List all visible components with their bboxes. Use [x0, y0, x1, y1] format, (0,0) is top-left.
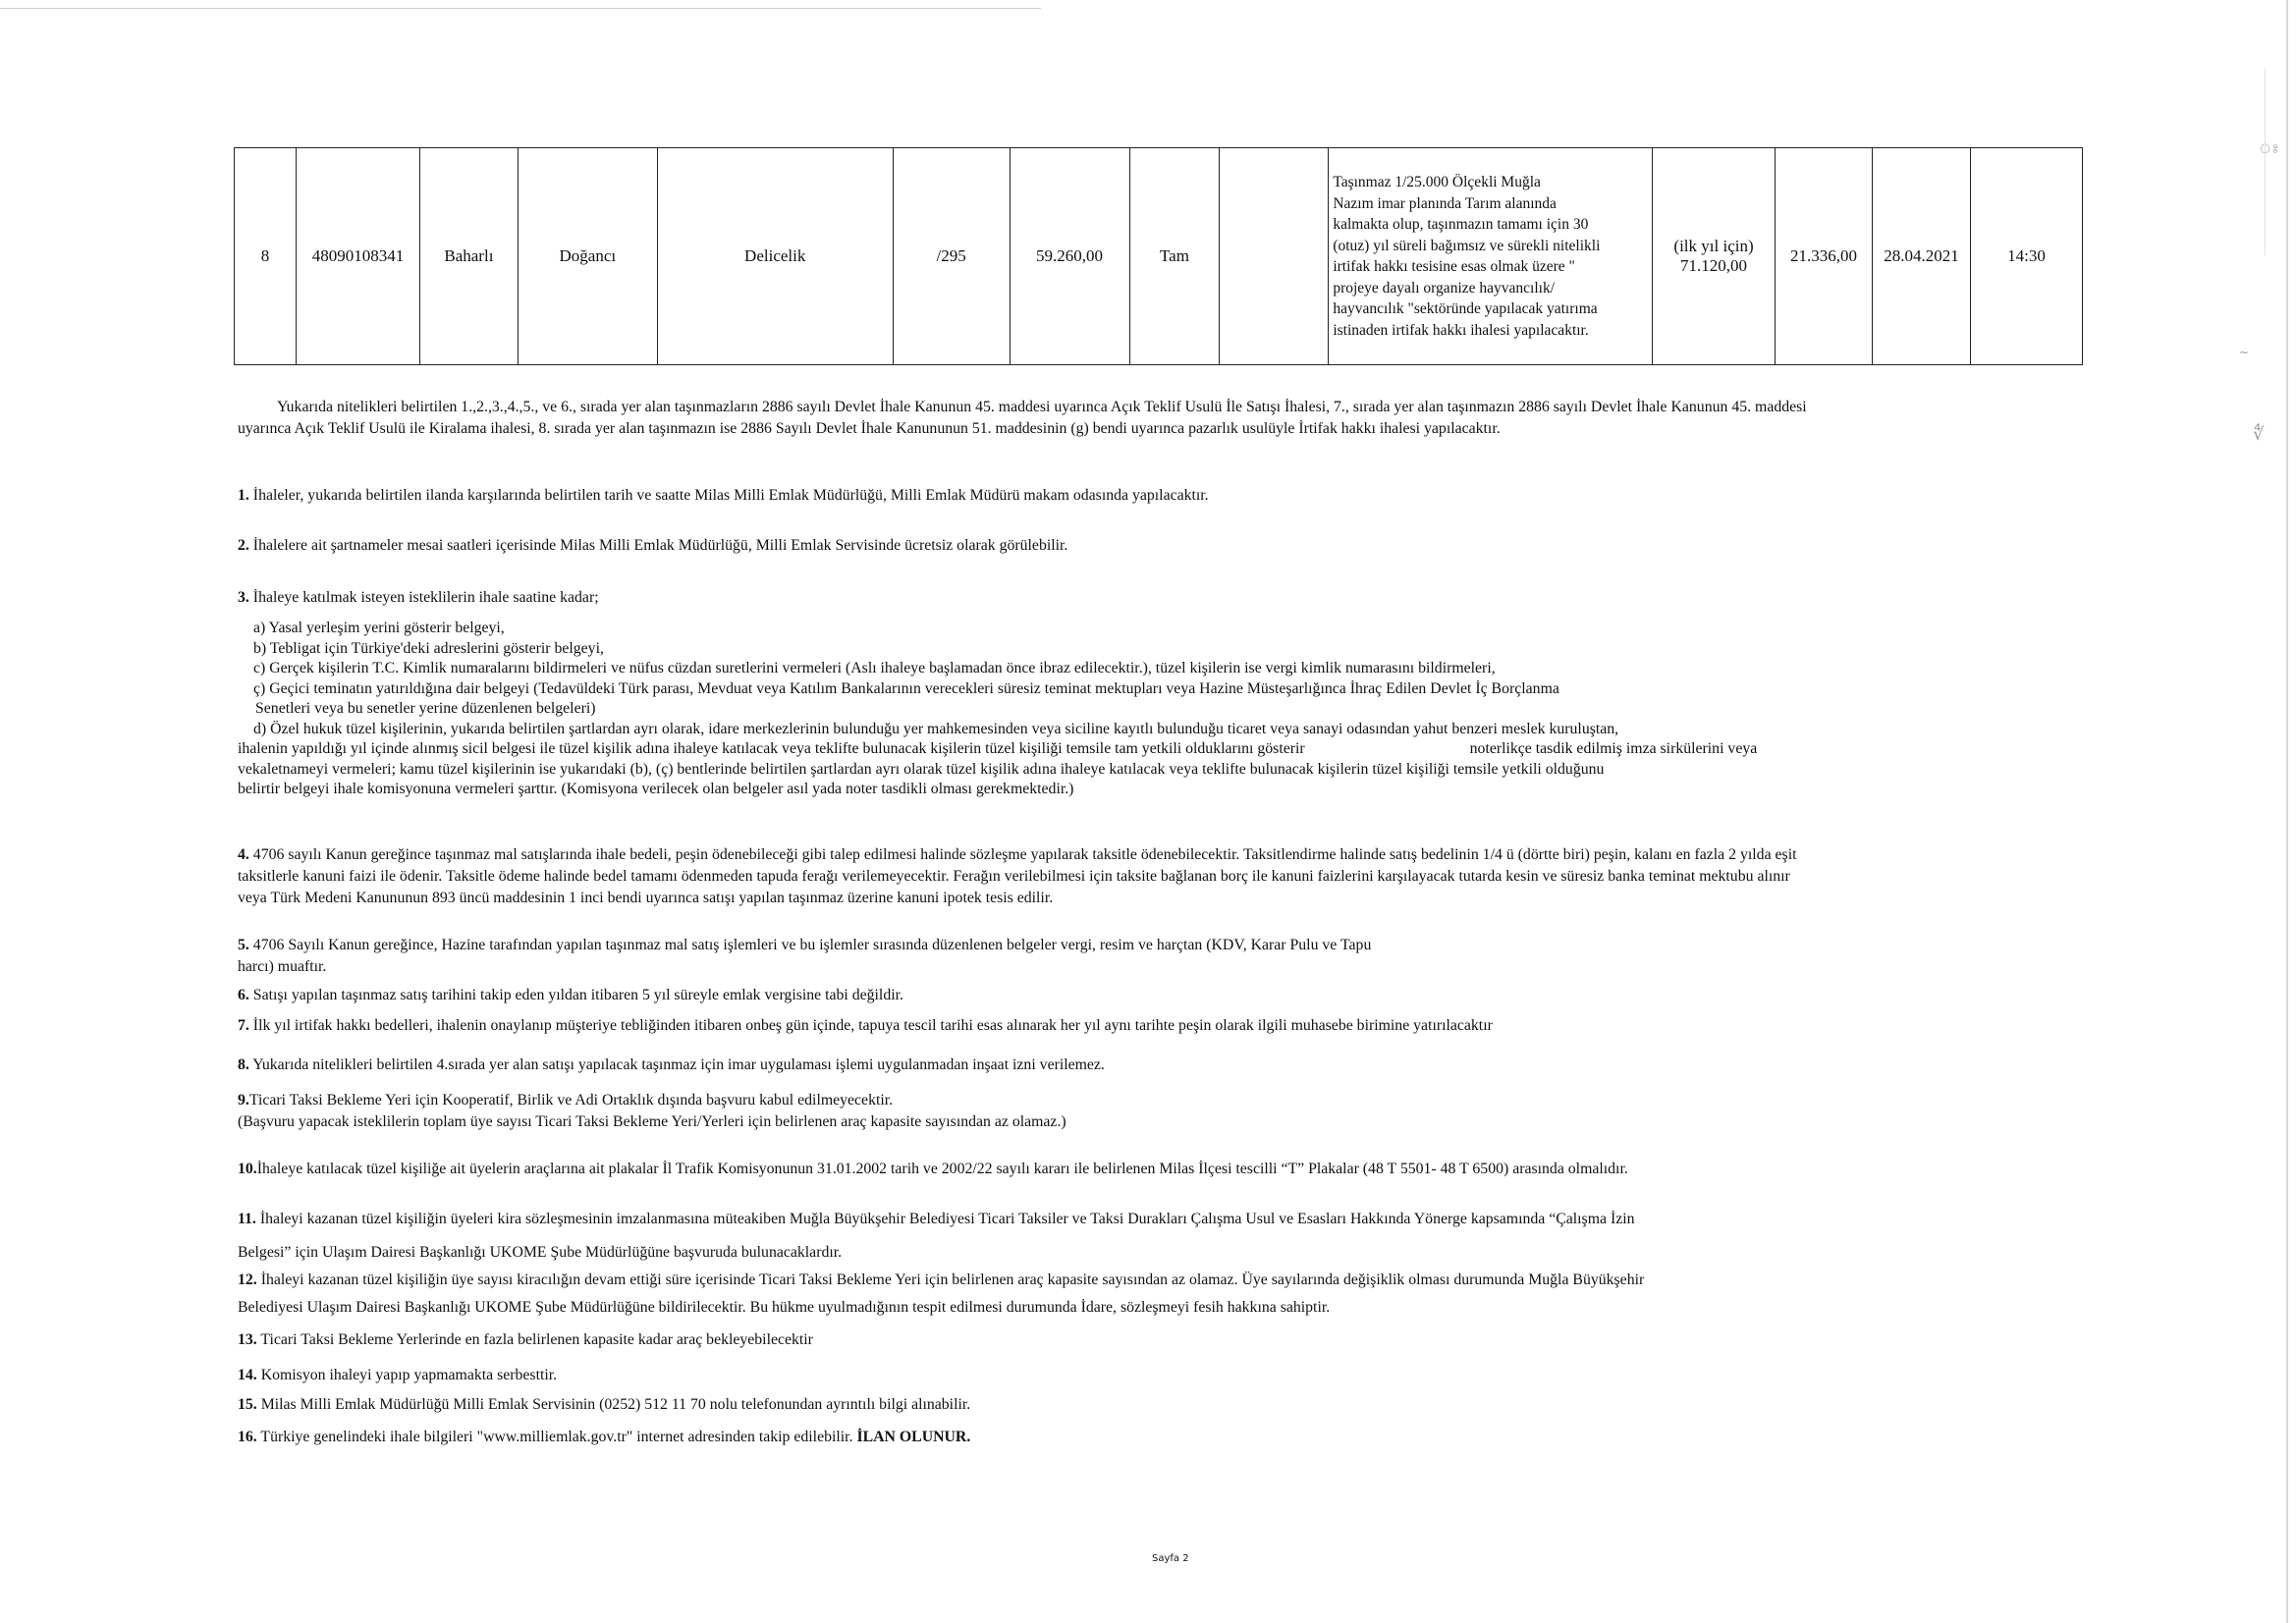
clause-15 [238, 1394, 970, 1416]
clause-5 [238, 935, 1371, 978]
clause-number: 2. [238, 537, 249, 554]
clause-3-items [238, 619, 1758, 800]
clause-number: 16. [238, 1429, 257, 1445]
auction-time: 14:30 [1970, 148, 2082, 365]
clause-text: Belgesi” için Ulaşım Dairesi Başkanlığı UKOME Şube Müdürlüğüne başvuruda bulunacaklardır. [238, 1244, 843, 1261]
item-d-line3: vekaletnameyi vermeleri; kamu tüzel kişilerinin ise yukarıdaki (b), (ç) bentlerinde belirtilen şartlardan ayrı olarak tüzel kişilik adına ihaleye katılacak veya teklifte bulunacak kişilerin tüzel kişiliği temsile yetkili olduğunu [238, 760, 1605, 778]
description-line: irtifak hakkı tesisine esas olmak üzere " [1333, 258, 1575, 275]
description-line: Taşınmaz 1/25.000 Ölçekli Muğla [1333, 174, 1541, 190]
clause-text: (Başvuru yapacak isteklilerin toplam üye sayısı Ticari Taksi Bekleme Yeri/Yerleri için belirlenen araç kapasite sayısından az olamaz.) [238, 1113, 1066, 1130]
neighborhood: Doğancı [518, 148, 657, 365]
description-line: Nazım imar planında Tarım alanında [1333, 194, 1557, 212]
clause-14 [238, 1365, 557, 1386]
locality: Delicelik [657, 148, 893, 365]
clause-number: 6. [238, 987, 249, 1003]
description-line: (otuz) yıl süreli bağımsız ve sürekli nitelikli [1333, 237, 1601, 254]
price-value: 71.120,00 [1680, 256, 1748, 275]
clause-number: 11. [238, 1211, 256, 1227]
auction-table [234, 147, 2083, 365]
closing-phrase: İLAN OLUNUR. [856, 1429, 971, 1445]
item-cc-cont: Senetleri veya bu senetler yerine düzenlenen belgeleri) [255, 700, 596, 717]
clause-12 [238, 1267, 1644, 1322]
description [1329, 148, 1653, 365]
clause-8 [238, 1055, 1105, 1076]
share: Tam [1129, 148, 1220, 365]
item-d-text: ihalenin yapıldığı yıl içinde alınmış sicil belgesi ile tüzel kişilik adına ihaleye katılacak veya teklifte bulunacak kişilerin tüzel kişiliği temsile tam yetkili olduklarını gösterir [238, 740, 1305, 757]
item-a: a) Yasal yerleşim yerini gösterir belgeyi, [253, 620, 505, 636]
clause-9 [238, 1090, 1066, 1133]
clause-text: veya Türk Medeni Kanununun 893 üncü maddesinin 1 inci bendi uyarınca satışı yapılan taşınmaz üzerine kanuni ipotek tesis edilir. [238, 890, 1054, 906]
clause-number: 12. [238, 1271, 257, 1288]
clause-text: Belediyesi Ulaşım Dairesi Başkanlığı UKOME Şube Müdürlüğüne bildirilecektir. Bu hükme uyulmadığının tespit edilmesi durumunda İdare, sözleşmeyi fesih hakkına sahiptir. [238, 1299, 1331, 1316]
clause-number: 10. [238, 1161, 257, 1177]
clause-number: 4. [238, 846, 249, 863]
description-line: projeye dayalı organize hayvancılık/ [1333, 279, 1555, 297]
clause-16 [238, 1427, 970, 1448]
clause-2 [238, 535, 1067, 557]
clause-number: 15. [238, 1396, 257, 1413]
intro-line: uyarınca Açık Teklif Usulü ile Kiralama ihalesi, 8. sırada yer alan taşınmazın ise 2886 Sayılı Devlet İhale Kanununun 51. maddesinin (g) bendi uyarınca pazarlık usulüyle İrtifak hakkı ihalesi yapılacaktır. [238, 420, 1501, 437]
auction-date: 28.04.2021 [1872, 148, 1970, 365]
parcel: /295 [893, 148, 1010, 365]
clause-text: İhaleye katılacak tüzel kişiliğe ait üyelerin araçlarına ait plakalar İl Trafik Komisyonunun 31.01.2002 tarih ve 2002/22 sayılı kararı ile belirlenen Milas İlçesi tescilli “T” Plakalar (48 T 5501- 48 T 6500) arasında olmalıdır. [256, 1161, 1628, 1177]
clause-text: Komisyon ihaleyi yapıp yapmamakta serbesttir. [256, 1367, 558, 1383]
item-d-line2 [238, 739, 1757, 760]
clause-number: 1. [238, 487, 249, 504]
item-c: c) Gerçek kişilerin T.C. Kimlik numaralarını bildirmeleri ve nüfus cüzdan suretlerini vermeleri (Aslı ihaleye başlamadan önce ibraz edilecektir.), tüzel kişilerin ise vergi kimlik numarasını bildirmeleri, [253, 660, 1496, 676]
item-d-line4: belirtir belgeyi ihale komisyonuna vermeleri şarttır. (Komisyona verilecek olan belgeler asıl yada noter tasdikli olması gerekmektedir.) [238, 781, 1074, 797]
clause-text: Ticari Taksi Bekleme Yerlerinde en fazla belirlenen kapasite kadar araç bekleyebilecektir [256, 1331, 813, 1348]
clause-text: 4706 Sayılı Kanun gereğince, Hazine tarafından yapılan taşınmaz mal satış işlemleri ve bu işlemler sırasında düzenlenen belgeler vergi, resim ve harçtan (KDV, Karar Pulu ve Tapu [248, 937, 1372, 953]
clause-text: İhaleyi kazanan tüzel kişiliğin üye sayısı kiracılığın devam ettiği süre içerisinde Ticari Taksi Bekleme Yeri için belirlenen araç kapasite sayısından az olamaz. Üye sayılarında değişiklik olması durumunda Muğla Büyükşehir [256, 1271, 1645, 1288]
clause-number: 3. [238, 589, 249, 606]
clause-text: Yukarıda nitelikleri belirtilen 4.sırada yer alan satışı yapılacak taşınmaz için imar uygulaması işlemi uygulanmadan inşaat izni verilemez. [248, 1056, 1105, 1073]
clause-text: İhaleler, yukarıda belirtilen ilanda karşılarında belirtilen tarih ve saatte Milas Milli Emlak Müdürlüğü, Milli Emlak Müdürü makam odasında yapılacaktır. [248, 487, 1209, 504]
scan-artifact-right-edge [2286, 0, 2288, 1623]
intro-line: Yukarıda nitelikleri belirtilen 1.,2.,3.,4.,5., ve 6., sırada yer alan taşınmazların 2886 sayılı Devlet İhale Kanunun 45. maddesi uyarınca Açık Teklif Usulü İle Satışı İhalesi, 7., sırada yer alan taşınmazın 2886 sayılı Devlet İhale Kanunun 45. maddesi [277, 399, 1807, 415]
zoning-empty [1220, 148, 1329, 365]
clause-7 [238, 1015, 1493, 1037]
clause-text: İhaleye katılmak isteyen isteklilerin ihale saatine kadar; [248, 589, 599, 606]
clause-number: 7. [238, 1017, 249, 1034]
clause-text: harcı) muaftır. [238, 958, 327, 975]
item-cc: ç) Geçici teminatın yatırıldığına dair belgeyi (Tedavüldeki Türk parası, Mevduat veya Katılım Bankalarının verecekleri süresiz teminat mektupları veya Hazine Müsteşarlığınca İhraç Edilen Devlet İç Borçlanma [253, 679, 1559, 697]
item-b: b) Tebligat için Türkiye'deki adreslerini gösterir belgeyi, [253, 639, 604, 657]
scan-mark: ∜ [2253, 424, 2265, 445]
clause-text: İlk yıl irtifak hakkı bedelleri, ihalenin onaylanıp müşteriye tebliğinden itibaren onbeş gün içinde, tapuya tescil tarihi esas alınarak her yıl aynı tarihte peşin olarak ilgili muhasebe birimine yatırılacaktır [248, 1017, 1493, 1034]
clause-text: Ticari Taksi Bekleme Yeri için Kooperatif, Birlik ve Adi Ortaklık dışında başvuru kabul edilmeyecektir. [248, 1092, 894, 1109]
price-note: (ilk yıl için) [1673, 237, 1754, 255]
clause-number: 14. [238, 1367, 257, 1383]
clause-11 [238, 1203, 1635, 1270]
clause-13 [238, 1329, 813, 1351]
clause-number: 13. [238, 1331, 257, 1348]
item-d: d) Özel hukuk tüzel kişilerinin, yukarıda belirtilen şartlardan ayrı olarak, idare merkezlerinin bulunduğu yer mahkemesinden veya siciline kayıtlı bulunduğu ticaret veya sanayi odasından yahut benzeri meslek kuruluştan, [253, 720, 1619, 737]
table-row [235, 148, 2083, 365]
clause-number: 5. [238, 937, 249, 953]
row-number: 8 [235, 148, 297, 365]
clause-text: İhalelere ait şartnameler mesai saatleri içerisinde Milas Milli Emlak Müdürlüğü, Milli Emlak Servisinde ücretsiz olarak görülebilir. [248, 537, 1068, 554]
clause-number: 8. [238, 1056, 249, 1073]
scan-mark: ~ [2239, 346, 2250, 359]
clause-3 [238, 587, 599, 609]
scan-artifact-top-line [0, 8, 1041, 9]
clause-text: Milas Milli Emlak Müdürlüğü Milli Emlak Servisinin (0252) 512 11 70 nolu telefonundan ayrıntılı bilgi alınabilir. [256, 1396, 971, 1413]
clause-6 [238, 985, 903, 1006]
page-number: Sayfa 2 [1152, 1553, 1189, 1564]
intro-paragraph [238, 397, 1807, 440]
area: 59.260,00 [1010, 148, 1129, 365]
item-d-text: noterlikçe tasdik edilmiş imza sirkülerini veya [1469, 740, 1758, 757]
district: Baharlı [419, 148, 518, 365]
description-line: istinaden irtifak hakkı ihalesi yapılacaktır. [1333, 321, 1589, 339]
scan-artifact-right-line [2265, 69, 2266, 255]
description-line: hayvancılık "sektöründe yapılacak yatırıma [1333, 300, 1598, 317]
clause-text: taksitlerle kanuni faizi ile ödenir. Taksitle ödeme halinde bedel tamamı ödenmeden tapuda ferağı verilemeyecektir. Ferağın verilebilmesi için taksite bağlanan borç ile kanuni faizlerini karşılayacak tutarda kesin ve süresiz banka teminat mektubu alınır [238, 868, 1790, 885]
price [1653, 148, 1776, 365]
guarantee: 21.336,00 [1776, 148, 1873, 365]
description-line: kalmakta olup, taşınmazın tamamı için 30 [1333, 216, 1589, 233]
parcel-id: 48090108341 [296, 148, 419, 365]
scan-mark: ঃ [2259, 141, 2279, 157]
clause-4 [238, 844, 1796, 909]
clause-number: 9. [238, 1092, 249, 1109]
clause-10 [238, 1159, 1628, 1180]
clause-1 [238, 485, 1209, 507]
clause-text: 4706 sayılı Kanun gereğince taşınmaz mal satışlarında ihale bedeli, peşin ödenebileceği gibi talep edilmesi halinde sözleşme yapılarak taksitle ödenebilecektir. Taksitlendirme halinde satış bedelinin 1/4 ü (dörtte biri) peşin, kalanı en fazla 2 yılda eşit [248, 846, 1797, 863]
clause-text: Türkiye genelindeki ihale bilgileri "www.milliemlak.gov.tr" internet adresinden takip edilebilir. [256, 1429, 857, 1445]
clause-text: Satışı yapılan taşınmaz satış tarihini takip eden yıldan itibaren 5 yıl süreyle emlak vergisine tabi değildir. [248, 987, 903, 1003]
clause-text: İhaleyi kazanan tüzel kişiliğin üyeleri kira sözleşmesinin imzalanmasına müteakiben Muğla Büyükşehir Belediyesi Ticari Taksiler ve Taksi Durakları Çalışma Usul ve Esasları Hakkında Yönerge kapsamında “Çalışma İzin [255, 1211, 1635, 1227]
